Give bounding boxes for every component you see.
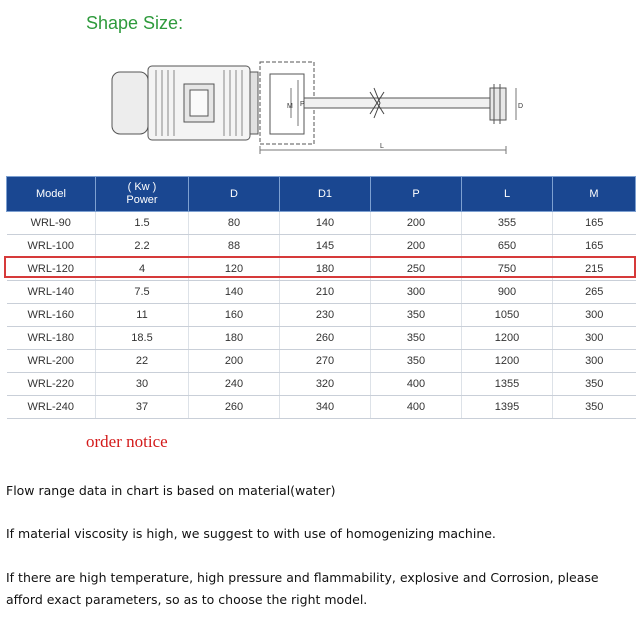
table-cell: 165 bbox=[553, 212, 636, 235]
dimension-m-label: M bbox=[287, 103, 293, 110]
table-cell: 200 bbox=[371, 235, 462, 258]
table-cell: 1.5 bbox=[96, 212, 189, 235]
table-cell: 300 bbox=[553, 327, 636, 350]
table-cell: 350 bbox=[371, 327, 462, 350]
table-cell: 200 bbox=[371, 212, 462, 235]
table-cell: WRL-160 bbox=[7, 304, 96, 327]
table-cell: 265 bbox=[553, 281, 636, 304]
table-cell: 88 bbox=[189, 235, 280, 258]
table-cell: 270 bbox=[280, 350, 371, 373]
dimension-p-label: P bbox=[300, 101, 305, 108]
header-model: Model bbox=[7, 177, 96, 212]
table-cell: 900 bbox=[462, 281, 553, 304]
table-cell: WRL-100 bbox=[7, 235, 96, 258]
pump-shaft bbox=[304, 98, 490, 108]
table-cell: WRL-140 bbox=[7, 281, 96, 304]
table-cell: 1200 bbox=[462, 327, 553, 350]
table-cell: 4 bbox=[96, 258, 189, 281]
table-cell: 180 bbox=[189, 327, 280, 350]
specification-table bbox=[6, 176, 636, 419]
table-cell: 30 bbox=[96, 373, 189, 396]
table-cell: 120 bbox=[189, 258, 280, 281]
header-p: P bbox=[371, 177, 462, 212]
table-cell: 350 bbox=[553, 396, 636, 419]
header-d1: D1 bbox=[280, 177, 371, 212]
table-cell: 300 bbox=[553, 304, 636, 327]
table-cell: 340 bbox=[280, 396, 371, 419]
note-conditions: If there are high temperature, high pressure and flammability, explosive and Corrosion, please afford exact parameters, so as to choose the right model. bbox=[6, 570, 599, 607]
header-power: ( Kw ) Power bbox=[96, 177, 189, 212]
table-cell: 11 bbox=[96, 304, 189, 327]
table-row bbox=[7, 396, 636, 419]
table-cell: 400 bbox=[371, 373, 462, 396]
table-cell: 1050 bbox=[462, 304, 553, 327]
table-cell: WRL-90 bbox=[7, 212, 96, 235]
table-row bbox=[7, 373, 636, 396]
table-cell: 165 bbox=[553, 235, 636, 258]
table-row bbox=[7, 350, 636, 373]
table-cell: 180 bbox=[280, 258, 371, 281]
note-flow-range: Flow range data in chart is based on material(water) bbox=[6, 483, 336, 498]
table-row bbox=[7, 327, 636, 350]
header-m: M bbox=[553, 177, 636, 212]
table-cell: 200 bbox=[189, 350, 280, 373]
table-cell: 210 bbox=[280, 281, 371, 304]
table-cell: 355 bbox=[462, 212, 553, 235]
header-l: L bbox=[462, 177, 553, 212]
mounting-flange bbox=[250, 72, 258, 134]
table-row bbox=[7, 235, 636, 258]
table-cell: 1395 bbox=[462, 396, 553, 419]
table-cell: 650 bbox=[462, 235, 553, 258]
table-cell: WRL-240 bbox=[7, 396, 96, 419]
table-cell: 320 bbox=[280, 373, 371, 396]
table-cell: 1355 bbox=[462, 373, 553, 396]
pump-technical-drawing bbox=[108, 58, 528, 158]
table-cell: 230 bbox=[280, 304, 371, 327]
table-cell: 250 bbox=[371, 258, 462, 281]
shape-size-title: Shape Size: bbox=[86, 13, 184, 33]
note-viscosity: If material viscosity is high, we suggest to with use of homogenizing machine. bbox=[6, 526, 496, 541]
table-cell: 350 bbox=[371, 350, 462, 373]
table-cell: 300 bbox=[371, 281, 462, 304]
table-cell: 80 bbox=[189, 212, 280, 235]
table-cell: 1200 bbox=[462, 350, 553, 373]
table-cell: WRL-180 bbox=[7, 327, 96, 350]
table-cell: 750 bbox=[462, 258, 553, 281]
table-cell: WRL-200 bbox=[7, 350, 96, 373]
table-cell: 240 bbox=[189, 373, 280, 396]
dimension-l-label: L bbox=[380, 143, 384, 150]
table-cell: 350 bbox=[371, 304, 462, 327]
table-cell: 145 bbox=[280, 235, 371, 258]
table-cell: 7.5 bbox=[96, 281, 189, 304]
table-row bbox=[7, 304, 636, 327]
table-body bbox=[7, 212, 636, 419]
header-d: D bbox=[189, 177, 280, 212]
table-cell: 140 bbox=[189, 281, 280, 304]
table-row bbox=[7, 212, 636, 235]
motor-end-cap bbox=[112, 72, 148, 134]
table-cell: 2.2 bbox=[96, 235, 189, 258]
table-cell: 400 bbox=[371, 396, 462, 419]
table-cell: 260 bbox=[280, 327, 371, 350]
table-cell: 160 bbox=[189, 304, 280, 327]
table-cell: 22 bbox=[96, 350, 189, 373]
table-cell: WRL-120 bbox=[7, 258, 96, 281]
table-cell: 37 bbox=[96, 396, 189, 419]
table-cell: 140 bbox=[280, 212, 371, 235]
table-cell: 260 bbox=[189, 396, 280, 419]
table-cell: 215 bbox=[553, 258, 636, 281]
table-cell: WRL-220 bbox=[7, 373, 96, 396]
order-notice-heading: order notice bbox=[86, 432, 168, 451]
dimension-d-label: D bbox=[518, 103, 524, 110]
pump-head bbox=[490, 88, 506, 120]
table-cell: 350 bbox=[553, 373, 636, 396]
table-header-row bbox=[7, 177, 636, 212]
table-row bbox=[7, 258, 636, 281]
table-cell: 300 bbox=[553, 350, 636, 373]
table-cell: 18.5 bbox=[96, 327, 189, 350]
table-row bbox=[7, 281, 636, 304]
